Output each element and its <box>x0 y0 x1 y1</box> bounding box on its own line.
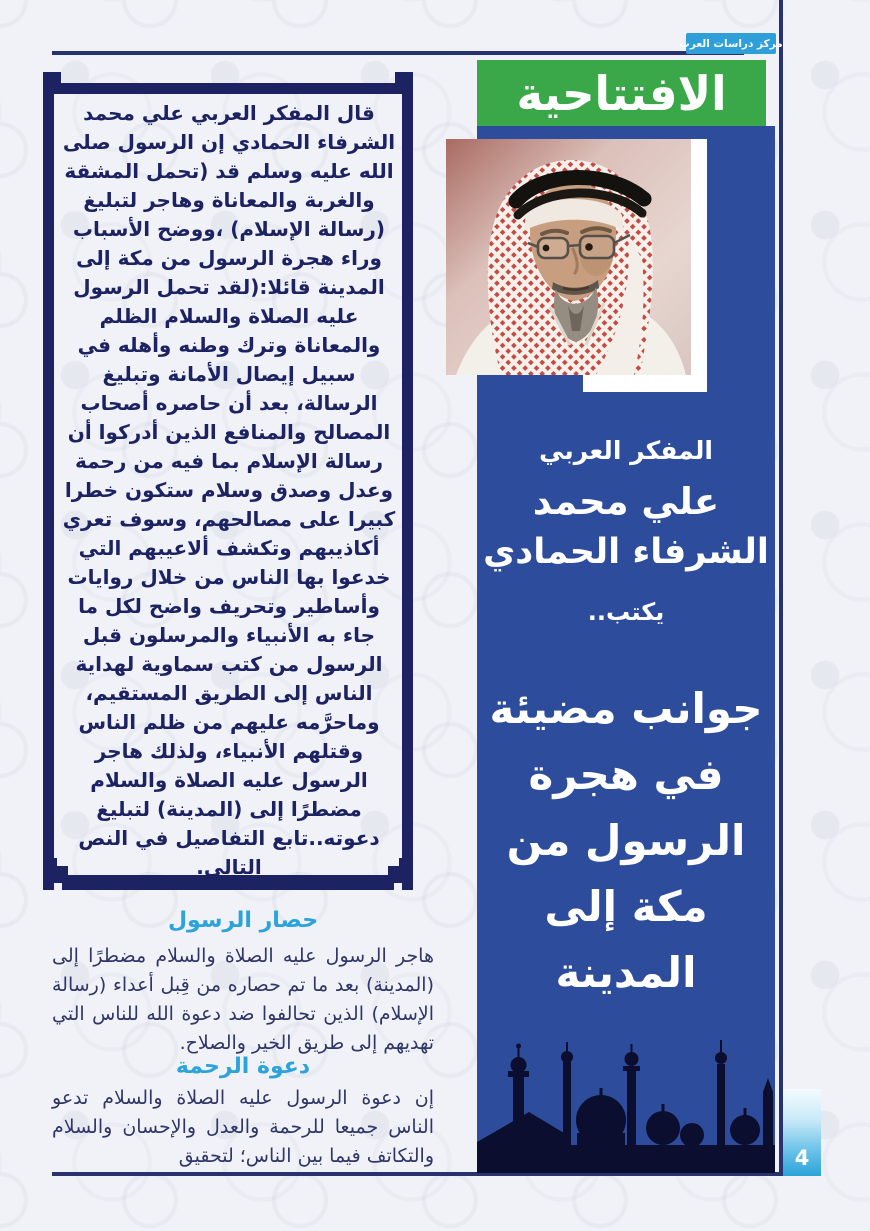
author-writes-label: يكتب.. <box>587 598 665 626</box>
author-name-line1: علي محمد <box>532 480 720 523</box>
section-heading: حصار الرسول <box>167 908 319 933</box>
section-body: إن دعوة الرسول عليه الصلاة والسلام تدعو الناس جميعا للرحمة والعدل والإحسان والسلام والتكاتف فيما بين الناس؛ لتحقيق <box>52 1087 434 1167</box>
section-heading: دعوة الرحمة <box>175 1054 311 1079</box>
quote-box-border-left <box>43 72 54 890</box>
page-number: 4 <box>794 1146 810 1170</box>
quote-box-corner-step <box>43 72 61 90</box>
quote-text: قال المفكر العربي علي محمد الشرفاء الحمادي إن الرسول صلى الله عليه وسلم قد (تحمل المشقة والغربة والمعاناة وهاجر لتبليغ (رسالة الإسلام) ،ووضح الأسباب وراء هجرة الرسول من مكة إلى المدينة قائلا:(لقد تحمل الرسول عليه الصلاة والسلام الظلم والمعاناة وترك وطنه وأهله في سبيل إيصال الأمانة وتبليغ الرسالة، بعد أن حاصره أصحاب المصالح والمنافع الذين أدركوا أن رسالة الإسلام بما فيه من رحمة وعدل وصدق وسلام ستكون خطرا كبيرا على مصالحهم، وسوف تعري أكاذيبهم وتكشف ألاعيبهم التي خدعوا بها الناس من خلال روايات وأساطير وتحريف واضح لكل ما جاء به الأنبياء والمرسلون قبل الرسول من كتب سماوية لهداية الناس إلى الطريق المستقيم، وماحرَّمه عليهم من ظلم الناس وقتلهم الأنبياء، ولذلك هاجر الرسول عليه الصلاة والسلام مضطرًا إلى (المدينة) لتبليغ دعوته..تابع التفاصيل في النص التالي. <box>62 101 396 879</box>
author-portrait-illustration <box>446 139 691 375</box>
banner-title: الافتتاحية <box>516 65 727 121</box>
headline-line: الرسول من <box>506 816 746 865</box>
quote-box-border-top <box>54 83 402 94</box>
author-kicker: المفكر العربي <box>539 436 713 465</box>
quote-box-border-right <box>402 72 413 890</box>
section-body: هاجر الرسول عليه الصلاة والسلام مضطرًا إلى (المدينة) بعد ما تم حصاره من قِبل أعداء (رسالة الإسلام) الذين تحالفوا ضد دعوة الله للناس التي تهديهم إلى طريق الخير والصلاح. <box>52 945 434 1054</box>
right-edge-divider <box>779 0 783 1176</box>
author-name-line2: الشرفاء الحمادي <box>483 532 769 572</box>
top-divider <box>52 51 744 55</box>
headline-line: مكة إلى <box>544 882 708 931</box>
headline-line: جوانب مضيئة <box>489 684 763 733</box>
mosque-silhouette-icon <box>477 1038 775 1173</box>
headline-line: المدينة <box>555 948 697 997</box>
section-banner <box>477 60 766 126</box>
center-name-badge <box>679 33 783 54</box>
center-name-badge-label: مركز دراسات العرب <box>679 37 783 50</box>
panel-headline <box>477 676 775 1006</box>
author-photo <box>446 139 691 375</box>
headline-line: في هجرة <box>528 750 724 799</box>
quote-box-corner-step <box>395 72 413 90</box>
page-number-badge <box>783 1089 821 1176</box>
